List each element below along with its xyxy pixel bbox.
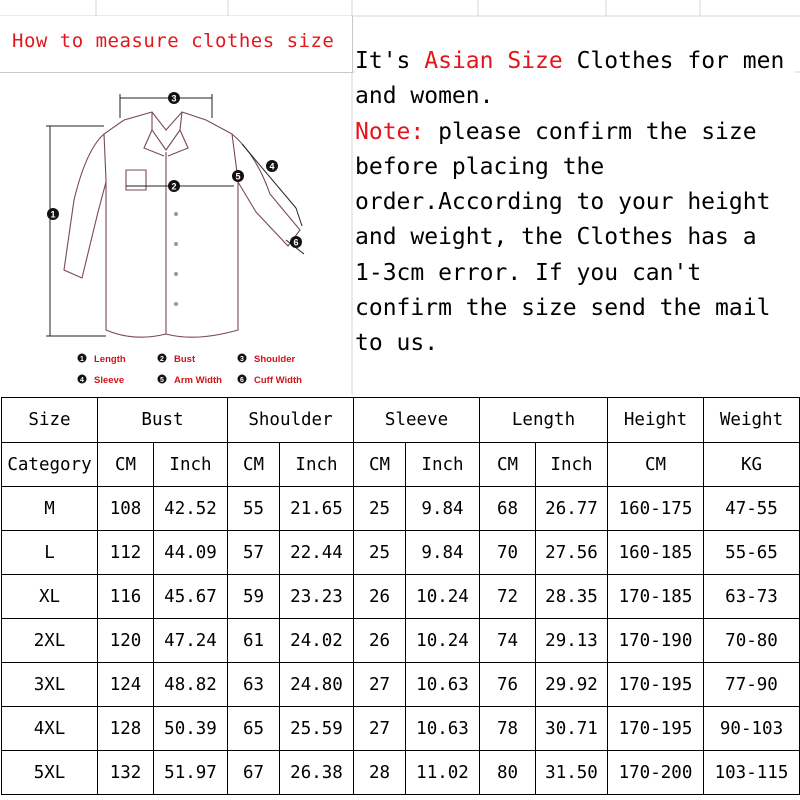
table-cell: 170-185 [608, 575, 704, 619]
size-label-cell: M [2, 487, 98, 531]
table-row [2, 575, 800, 619]
table-cell: 10.63 [406, 707, 480, 751]
table-cell: 24.02 [280, 619, 354, 663]
svg-text:1: 1 [50, 209, 56, 220]
table-cell: 170-195 [608, 663, 704, 707]
legend-item-sleeve [78, 375, 125, 387]
svg-text:Shoulder: Shoulder [254, 354, 296, 365]
table-cell: 23.23 [280, 575, 354, 619]
svg-text:1: 1 [80, 356, 84, 363]
table-cell: 70-80 [704, 619, 800, 663]
table-cell: 55 [228, 487, 280, 531]
table-cell: 10.24 [406, 619, 480, 663]
diagram-legend [78, 354, 303, 387]
table-cell: 42.52 [154, 487, 228, 531]
note-label: Note: [355, 118, 425, 145]
table-cell: 80 [480, 751, 536, 795]
header-row-1 [2, 398, 800, 443]
table-cell: 112 [98, 531, 154, 575]
svg-text:Bust: Bust [174, 354, 196, 365]
table-cell: 29.13 [536, 619, 608, 663]
header-unit: Inch [406, 443, 480, 487]
table-cell: 26 [354, 619, 406, 663]
header-shoulder: Shoulder [228, 398, 354, 443]
table-cell: 55-65 [704, 531, 800, 575]
table-cell: 124 [98, 663, 154, 707]
table-cell: 30.71 [536, 707, 608, 751]
intro-text-rest: Clothes for men and women. [355, 48, 799, 110]
marker-3 [168, 92, 180, 104]
table-cell: 77-90 [704, 663, 800, 707]
table-cell: 57 [228, 531, 280, 575]
table-cell: 45.67 [154, 575, 228, 619]
marker-4 [266, 160, 278, 172]
svg-text:Length: Length [94, 354, 126, 365]
header-unit: Inch [280, 443, 354, 487]
legend-item-bust [158, 354, 196, 366]
table-cell: 10.63 [406, 663, 480, 707]
table-cell: 25 [354, 487, 406, 531]
marker-6 [290, 236, 302, 248]
table-cell: 27 [354, 663, 406, 707]
svg-text:Sleeve: Sleeve [94, 375, 125, 386]
table-row [2, 707, 800, 751]
header-unit: CM [354, 443, 406, 487]
table-cell: 25.59 [280, 707, 354, 751]
table-cell: 47.24 [154, 619, 228, 663]
table-cell: 59 [228, 575, 280, 619]
svg-text:4: 4 [80, 377, 84, 384]
svg-text:2: 2 [171, 181, 177, 192]
table-cell: 120 [98, 619, 154, 663]
table-cell: 78 [480, 707, 536, 751]
table-cell: 63 [228, 663, 280, 707]
table-cell: 170-190 [608, 619, 704, 663]
svg-text:6: 6 [293, 237, 299, 248]
table-cell: 27 [354, 707, 406, 751]
size-label-cell: 2XL [2, 619, 98, 663]
header-sleeve: Sleeve [354, 398, 480, 443]
shirt-measurement-diagram [6, 90, 344, 390]
svg-text:3: 3 [240, 356, 244, 363]
header-length: Length [480, 398, 608, 443]
header-weight: Weight [704, 398, 800, 443]
table-cell: 29.92 [536, 663, 608, 707]
table-row [2, 531, 800, 575]
svg-text:5: 5 [235, 171, 241, 182]
svg-text:5: 5 [160, 377, 164, 384]
table-cell: 25 [354, 531, 406, 575]
table-cell: 44.09 [154, 531, 228, 575]
table-cell: 9.84 [406, 531, 480, 575]
table-row [2, 487, 800, 531]
header-bust: Bust [98, 398, 228, 443]
table-cell: 72 [480, 575, 536, 619]
table-cell: 74 [480, 619, 536, 663]
legend-item-arm-width [158, 375, 223, 387]
table-cell: 170-195 [608, 707, 704, 751]
header-unit: Inch [154, 443, 228, 487]
table-cell: 90-103 [704, 707, 800, 751]
svg-text:3: 3 [171, 93, 177, 104]
marker-5 [232, 170, 244, 182]
size-label-cell: L [2, 531, 98, 575]
size-chart-table [1, 397, 800, 795]
size-label-cell: XL [2, 575, 98, 619]
table-cell: 21.65 [280, 487, 354, 531]
header-unit: KG [704, 443, 800, 487]
table-cell: 47-55 [704, 487, 800, 531]
table-cell: 70 [480, 531, 536, 575]
table-row [2, 619, 800, 663]
svg-text:6: 6 [240, 377, 244, 384]
asian-size-highlight: Asian Size [424, 48, 563, 74]
note-text: please confirm the size before placing the order.According to your height and weight, the Clothes has a 1-3cm error. If you can't confirm the size send the mail to us. [355, 118, 785, 357]
table-cell: 9.84 [406, 487, 480, 531]
table-cell: 24.80 [280, 663, 354, 707]
table-cell: 26 [354, 575, 406, 619]
size-label-cell: 3XL [2, 663, 98, 707]
measure-title: How to measure clothes size [12, 30, 335, 52]
legend-item-cuff-width [238, 375, 303, 387]
table-cell: 61 [228, 619, 280, 663]
table-cell: 28.35 [536, 575, 608, 619]
table-cell: 132 [98, 751, 154, 795]
table-cell: 103-115 [704, 751, 800, 795]
table-cell: 22.44 [280, 531, 354, 575]
legend-item-shoulder [238, 354, 296, 366]
svg-text:2: 2 [160, 356, 164, 363]
size-label-cell: 4XL [2, 707, 98, 751]
table-cell: 67 [228, 751, 280, 795]
header-category: Category [2, 443, 98, 487]
table-cell: 31.50 [536, 751, 608, 795]
header-unit: CM [480, 443, 536, 487]
table-cell: 11.02 [406, 751, 480, 795]
table-cell: 128 [98, 707, 154, 751]
legend-item-length [78, 354, 126, 366]
marker-1 [47, 208, 59, 220]
table-cell: 10.24 [406, 575, 480, 619]
size-note [355, 44, 799, 362]
intro-text: It's [355, 48, 425, 74]
header-unit: CM [608, 443, 704, 487]
svg-text:Cuff Width: Cuff Width [254, 375, 302, 386]
table-cell: 65 [228, 707, 280, 751]
table-cell: 160-175 [608, 487, 704, 531]
marker-2 [168, 180, 180, 192]
table-cell: 26.77 [536, 487, 608, 531]
svg-text:Arm Width: Arm Width [174, 375, 222, 386]
table-cell: 108 [98, 487, 154, 531]
shirt-illustration [6, 90, 344, 390]
header-height: Height [608, 398, 704, 443]
header-row-2 [2, 443, 800, 487]
table-cell: 51.97 [154, 751, 228, 795]
table-row [2, 663, 800, 707]
table-cell: 116 [98, 575, 154, 619]
size-label-cell: 5XL [2, 751, 98, 795]
header-unit: CM [98, 443, 154, 487]
header-unit: Inch [536, 443, 608, 487]
table-row [2, 751, 800, 795]
table-cell: 27.56 [536, 531, 608, 575]
header-size: Size [2, 398, 98, 443]
header-unit: CM [228, 443, 280, 487]
table-cell: 48.82 [154, 663, 228, 707]
table-cell: 160-185 [608, 531, 704, 575]
table-cell: 28 [354, 751, 406, 795]
table-cell: 50.39 [154, 707, 228, 751]
table-cell: 63-73 [704, 575, 800, 619]
table-cell: 68 [480, 487, 536, 531]
table-cell: 170-200 [608, 751, 704, 795]
table-cell: 76 [480, 663, 536, 707]
svg-text:4: 4 [269, 161, 275, 172]
table-cell: 26.38 [280, 751, 354, 795]
